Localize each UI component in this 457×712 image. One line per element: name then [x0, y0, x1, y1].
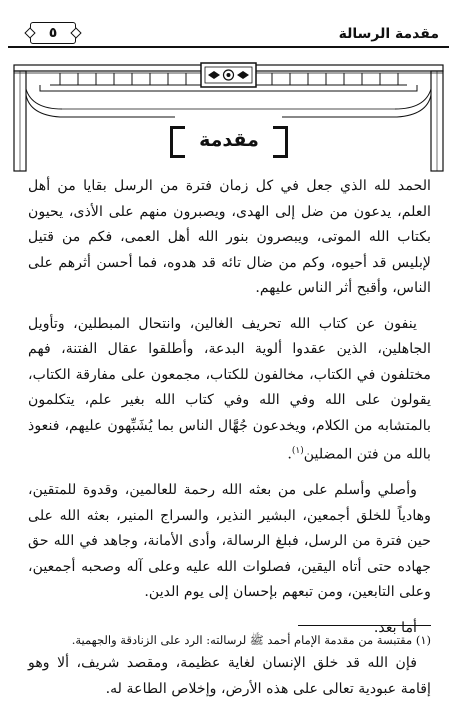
- running-title: مقدمة الرسالة: [338, 26, 439, 42]
- section-title-box: [170, 120, 288, 160]
- paragraph-2-text: ينفون عن كتاب الله تحريف الغالين، وانتحال المبطلين، وتأويل الجاهلين، الذين عقدوا ألوية البدعة، وأطلقوا عقال الفتنة، فهم مختلفون في الكتاب، مخالفون للكتاب، مجمعون على مفارقة الكتاب، يقولون على الله وفي الله وفي كتاب الله بغير علم، يتكلمون بالمتشابه من الكلام، ويخدعون جُهَّال الناس بما يُشَبِّهون عليهم، فنعوذ بالله من فتن المضلين: [28, 315, 431, 463]
- paragraph-2: ينفون عن كتاب الله تحريف الغالين، وانتحال المبطلين، وتأويل الجاهلين، الذين عقدوا ألوية البدعة، وأطلقوا عقال الفتنة، فهم مختلفون في الكتاب، مخالفون للكتاب، مجمعون على مفارقة الكتاب، يقولون على الله وفي الله وفي كتاب الله بغير علم، يتكلمون بالمتشابه من الكلام، ويخدعون جُهَّال الناس بما يُشَبِّهون عليهم، فنعوذ بالله من فتن المضلين$^{(١)}$.: [28, 315, 431, 463]
- footnote-ref: (١): [291, 446, 304, 456]
- header-rule: [8, 46, 449, 48]
- bracket-right: [273, 126, 288, 158]
- paragraph-5: فإن الله قد خلق الإنسان لغاية عظيمة، ومقصد شريف، ألا وهو إقامة عبودية تعالى على هذه الأرض، وإخلاص الطاعة له.: [28, 655, 431, 697]
- paragraph-4: أما بعد.: [373, 619, 417, 636]
- paragraph-3: وأصلي وأسلم على من بعثه الله رحمة للعالمين، وقدوة للمتقين، وهادياً للخلق أجمعين، البشير النذير، والسراج المنير، بعثه الله على حين فترة من الرسل، فبلغ الرسالة، وأدى الأمانة، وجاهد في الله حق جهاده حتى أتاه اليقين، فصلوات الله عليه وعلى آله وصحبه أجمعين، وعلى التابعين، ومن تبعهم بإحسان إلى يوم الدين.: [28, 482, 431, 601]
- page-header: [8, 22, 449, 46]
- page-number: ٥: [30, 22, 76, 44]
- paragraph-1: الحمد لله الذي جعل في كل زمان فترة من الرسل بقايا من أهل العلم، يدعون من ضل إلى الهدى، ويصبرون منهم على الأذى، يحيون بكتاب الله الموتى، ويبصرون بنور الله أهل العمى، فكم من قتيل لإبليس قد أحيوه، وكم من ضال تائه قد هدوه، فما أحسن أثرهم على الناس، وأقبح أثر الناس عليهم.: [28, 178, 431, 296]
- bracket-left: [170, 126, 185, 158]
- footnote: (١) مقتبسة من مقدمة الإمام أحمد ﷺ لرسالته: الرد على الزنادقة والجهمية.: [71, 633, 431, 647]
- footnote-rule: [298, 625, 431, 626]
- section-title: مقدمة: [199, 129, 259, 151]
